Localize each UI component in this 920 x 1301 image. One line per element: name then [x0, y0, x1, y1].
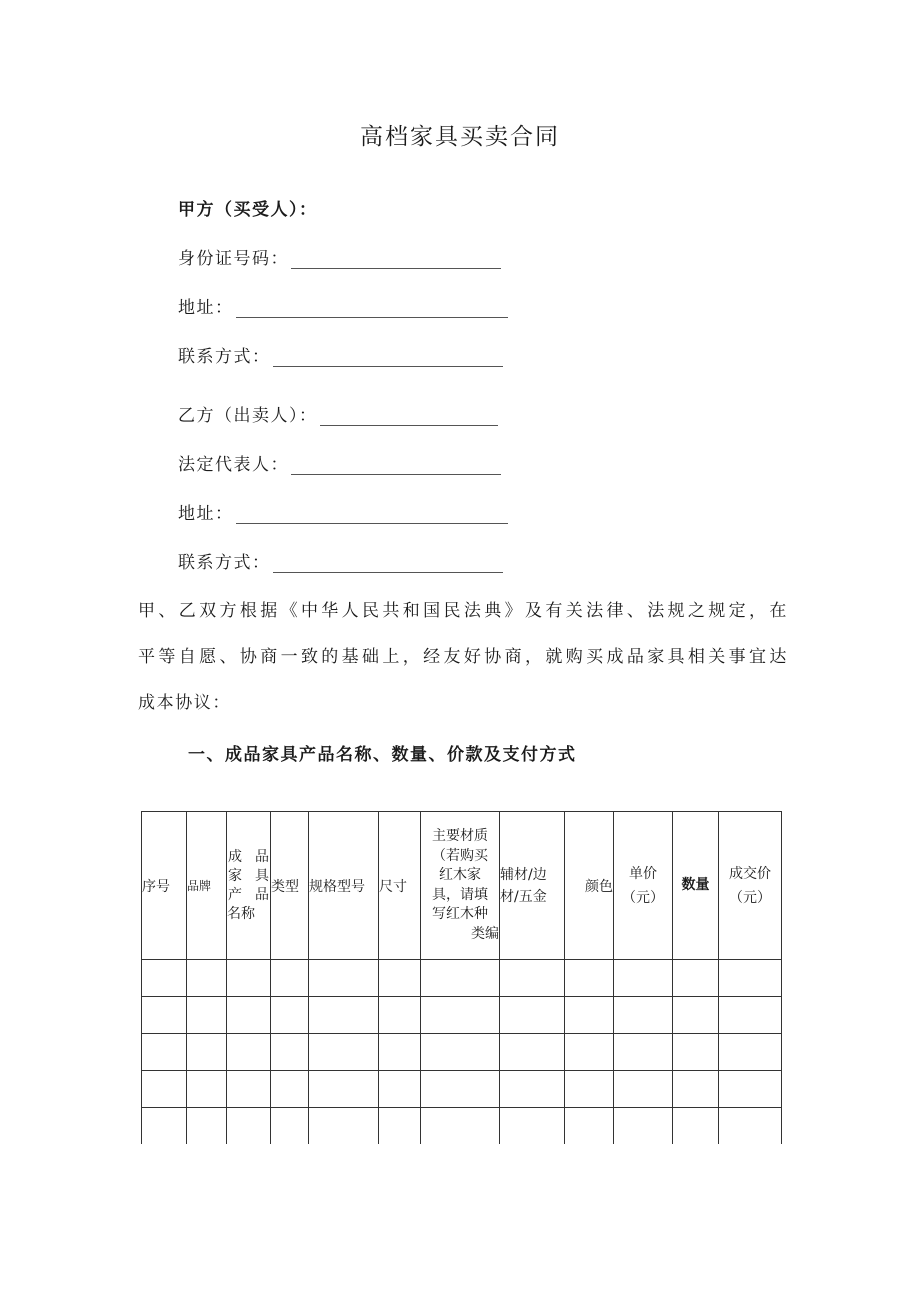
table-cell[interactable] — [309, 1034, 379, 1071]
header-name-line-2: 家 具 — [228, 867, 269, 884]
product-table — [141, 811, 782, 1144]
table-cell[interactable] — [565, 1071, 614, 1108]
party-a-contact-line — [178, 341, 503, 367]
table-cell[interactable] — [565, 997, 614, 1034]
table-cell[interactable] — [565, 1108, 614, 1145]
intro-line-3: 成本协议： — [138, 693, 231, 713]
table-cell[interactable] — [187, 1108, 227, 1145]
table-cell[interactable] — [142, 1108, 187, 1145]
party-b-contact-line — [178, 547, 503, 573]
table-cell[interactable] — [565, 960, 614, 997]
table-cell[interactable] — [227, 960, 271, 997]
table-cell[interactable] — [421, 960, 500, 997]
table-cell[interactable] — [309, 997, 379, 1034]
table-cell[interactable] — [271, 1034, 309, 1071]
party-a-address-label: 地址： — [178, 298, 234, 318]
party-a-heading — [178, 194, 318, 220]
table-row — [142, 960, 782, 997]
table-cell[interactable] — [227, 1034, 271, 1071]
header-material-line-6: 类编 — [471, 925, 499, 942]
party-a-contact-label: 联系方式： — [178, 347, 271, 367]
party-a-id-field[interactable] — [291, 248, 501, 269]
table-cell[interactable] — [309, 1108, 379, 1145]
table-cell[interactable] — [614, 1108, 673, 1145]
party-a-address-field[interactable] — [236, 297, 508, 318]
table-cell[interactable] — [142, 960, 187, 997]
header-color-label: 颜色 — [585, 878, 613, 895]
table-cell[interactable] — [379, 1071, 421, 1108]
header-material-line-1: 主要材质 — [432, 828, 488, 844]
table-cell[interactable] — [719, 997, 782, 1034]
header-seq-label: 序号 — [142, 878, 170, 895]
party-b-address-field[interactable] — [236, 503, 508, 524]
table-cell[interactable] — [309, 960, 379, 997]
header-name-line-4: 名称 — [227, 905, 255, 922]
table-cell[interactable] — [673, 997, 719, 1034]
table-cell[interactable] — [614, 960, 673, 997]
header-product-name — [227, 812, 271, 960]
header-brand — [187, 812, 227, 960]
table-cell[interactable] — [187, 1034, 227, 1071]
party-a-heading-label: 甲方（买受人）： — [178, 200, 318, 220]
table-cell[interactable] — [227, 997, 271, 1034]
intro-line-1: 甲、乙双方根据《中华人民共和国民法典》及有关法律、法规之规定，在 — [138, 601, 788, 621]
table-cell[interactable] — [142, 1034, 187, 1071]
header-quantity-label: 数量 — [681, 877, 710, 893]
contract-title: 高档家具买卖合同 — [360, 124, 560, 150]
party-a-address-line — [178, 292, 508, 318]
table-cell[interactable] — [500, 1034, 565, 1071]
table-cell[interactable] — [500, 997, 565, 1034]
table-cell[interactable] — [379, 1034, 421, 1071]
header-type-label: 类型 — [271, 878, 299, 895]
party-b-rep-label: 法定代表人： — [178, 455, 289, 475]
table-cell[interactable] — [271, 997, 309, 1034]
table-cell[interactable] — [379, 960, 421, 997]
table-cell[interactable] — [379, 997, 421, 1034]
table-cell[interactable] — [614, 1071, 673, 1108]
header-material — [421, 812, 500, 960]
header-quantity — [673, 812, 719, 960]
party-b-name-field[interactable] — [320, 405, 498, 426]
table-cell[interactable] — [500, 1108, 565, 1145]
table-cell[interactable] — [719, 960, 782, 997]
header-material-line-3: 红木家 — [439, 867, 481, 883]
table-cell[interactable] — [673, 960, 719, 997]
intro-line-2: 平等自愿、协商一致的基础上，经友好协商，就购买成品家具相关事宜达 — [138, 647, 788, 667]
header-brand-label: 品牌 — [187, 879, 212, 893]
table-cell[interactable] — [142, 997, 187, 1034]
table-cell[interactable] — [673, 1034, 719, 1071]
table-cell[interactable] — [271, 1108, 309, 1145]
header-color — [565, 812, 614, 960]
header-size-label: 尺寸 — [379, 878, 407, 895]
table-row — [142, 1071, 782, 1108]
header-material-line-4: 具，请填 — [432, 886, 488, 903]
table-cell[interactable] — [187, 960, 227, 997]
party-b-heading-line — [178, 400, 498, 426]
table-cell[interactable] — [309, 1071, 379, 1108]
table-cell[interactable] — [614, 997, 673, 1034]
table-cell[interactable] — [379, 1108, 421, 1145]
header-unit-price — [614, 812, 673, 960]
header-unit-price-line-2: （元） — [622, 889, 664, 906]
table-cell[interactable] — [719, 1108, 782, 1145]
header-name-line-3: 产 品 — [228, 886, 269, 903]
party-b-rep-field[interactable] — [291, 454, 501, 475]
table-cell[interactable] — [421, 997, 500, 1034]
header-size — [379, 812, 421, 960]
table-cell[interactable] — [271, 1071, 309, 1108]
table-cell[interactable] — [227, 1108, 271, 1145]
header-aux-line-2: 材/五金 — [500, 888, 547, 905]
header-material-line-5: 写红木种 — [432, 906, 488, 922]
header-model-label: 规格型号 — [309, 878, 365, 895]
header-material-line-2: （若购买 — [432, 847, 488, 864]
party-b-rep-line — [178, 449, 501, 475]
table-cell[interactable] — [421, 1108, 500, 1145]
intro-paragraph — [138, 588, 788, 726]
table-row — [142, 1108, 782, 1145]
table-cell[interactable] — [565, 1034, 614, 1071]
party-b-heading-label: 乙方（出卖人）： — [178, 406, 318, 426]
party-a-contact-field[interactable] — [273, 346, 503, 367]
table-cell[interactable] — [614, 1034, 673, 1071]
header-unit-price-line-1: 单价 — [629, 865, 657, 882]
table-cell[interactable] — [271, 960, 309, 997]
header-aux-line-1: 辅材/边 — [500, 866, 547, 883]
header-name-line-1: 成 品 — [228, 848, 269, 865]
table-cell[interactable] — [421, 1071, 500, 1108]
party-b-contact-field[interactable] — [273, 552, 503, 573]
table-row — [142, 1034, 782, 1071]
table-cell[interactable] — [227, 1071, 271, 1108]
table-cell[interactable] — [673, 1071, 719, 1108]
party-a-id-line — [178, 243, 501, 269]
header-seq — [142, 812, 187, 960]
header-deal-price-line-2: （元） — [729, 889, 771, 906]
table-cell[interactable] — [187, 1071, 227, 1108]
party-a-id-label: 身份证号码： — [178, 249, 289, 269]
table-cell[interactable] — [673, 1108, 719, 1145]
header-deal-price — [719, 812, 782, 960]
party-b-contact-label: 联系方式： — [178, 553, 271, 573]
header-type — [271, 812, 309, 960]
table-row — [142, 997, 782, 1034]
table-cell[interactable] — [500, 960, 565, 997]
table-header-row — [142, 812, 782, 960]
table-cell[interactable] — [500, 1071, 565, 1108]
table-cell[interactable] — [187, 997, 227, 1034]
party-b-address-line — [178, 498, 508, 524]
section-1-title: 一、成品家具产品名称、数量、价款及支付方式 — [188, 745, 577, 765]
table-cell[interactable] — [142, 1071, 187, 1108]
header-deal-price-line-1: 成交价 — [729, 865, 771, 882]
header-aux-material — [500, 812, 565, 960]
header-model — [309, 812, 379, 960]
party-b-address-label: 地址： — [178, 504, 234, 524]
table-body — [142, 960, 782, 1145]
table-cell[interactable] — [719, 1071, 782, 1108]
table-cell[interactable] — [421, 1034, 500, 1071]
table-cell[interactable] — [719, 1034, 782, 1071]
